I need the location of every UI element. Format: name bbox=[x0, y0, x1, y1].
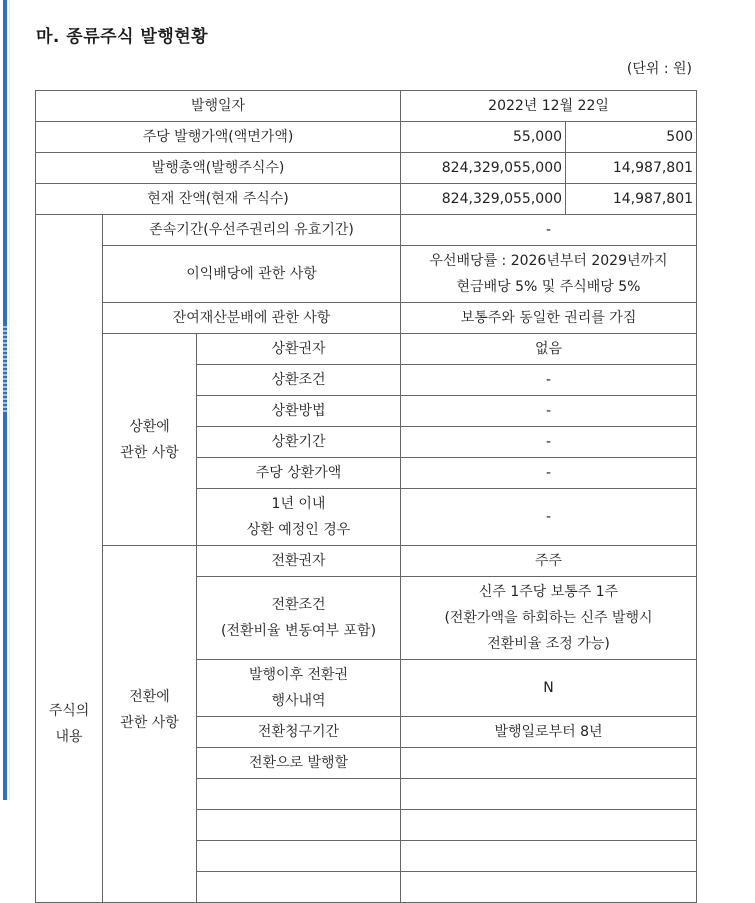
unit-label: (단위 : 원) bbox=[626, 61, 692, 77]
conversion-label-1: 전환에 bbox=[129, 689, 170, 705]
redemption-header bbox=[103, 334, 197, 546]
filler-cell bbox=[197, 841, 401, 872]
conversion-request-period-value: 발행일로부터 8년 bbox=[401, 717, 697, 748]
table-row bbox=[36, 303, 697, 334]
redemption-period-value: - bbox=[401, 427, 697, 458]
conversion-exercise-label-2: 행사내역 bbox=[271, 693, 326, 709]
redemption-label-2: 관한 사항 bbox=[120, 444, 179, 461]
conversion-holder-label: 전환권자 bbox=[197, 546, 401, 577]
stock-content-label-1: 주식의 bbox=[48, 702, 90, 719]
dividend-value-line-2: 현금배당 5% 및 주식배당 5% bbox=[456, 279, 641, 295]
conversion-condition-label bbox=[197, 577, 401, 660]
redemption-within-year-label-1: 1년 이내 bbox=[271, 496, 326, 512]
redemption-within-year-label bbox=[197, 489, 401, 546]
conversion-condition-label-1: 전환조건 bbox=[271, 597, 326, 613]
issue-date-label: 발행일자 bbox=[36, 91, 401, 122]
table-row bbox=[36, 153, 697, 184]
section-title: 마. 종류주식 발행현황 bbox=[36, 27, 209, 47]
conversion-exercise-value: N bbox=[401, 660, 697, 717]
redemption-within-year-label-2: 상환 예정인 경우 bbox=[246, 522, 351, 538]
redemption-method-label: 상환방법 bbox=[197, 396, 401, 427]
table-row bbox=[36, 246, 697, 303]
redemption-price-value: - bbox=[401, 458, 697, 489]
filler-cell bbox=[401, 779, 697, 810]
table-row bbox=[36, 184, 697, 215]
redemption-method-value: - bbox=[401, 396, 697, 427]
conversion-condition-value-3: 전환비율 조정 가능) bbox=[487, 636, 610, 652]
par-value-label: 주당 발행가액(액면가액) bbox=[36, 122, 401, 153]
conversion-next-row-label: 전환으로 발행할 bbox=[197, 748, 401, 779]
stock-content-label-2: 내용 bbox=[55, 728, 83, 745]
conversion-header bbox=[103, 546, 197, 903]
redemption-price-label: 주당 상환가액 bbox=[197, 458, 401, 489]
par-value-issue-price: 55,000 bbox=[401, 122, 566, 153]
table-row bbox=[36, 546, 697, 577]
filler-cell bbox=[197, 810, 401, 841]
table-row bbox=[36, 91, 697, 122]
filler-cell bbox=[401, 810, 697, 841]
redemption-holder-value: 없음 bbox=[401, 334, 697, 365]
redemption-condition-label: 상환조건 bbox=[197, 365, 401, 396]
residual-label: 잔여재산분배에 관한 사항 bbox=[103, 303, 401, 334]
conversion-request-period-label: 전환청구기간 bbox=[197, 717, 401, 748]
duration-label: 존속기간(우선주권리의 유효기간) bbox=[103, 215, 401, 246]
total-issue-amount: 824,329,055,000 bbox=[401, 153, 566, 184]
filler-cell bbox=[197, 872, 401, 903]
conversion-condition-value-1: 신주 1주당 보통주 1주 bbox=[478, 584, 619, 600]
residual-value: 보통주와 동일한 권리를 가짐 bbox=[401, 303, 697, 334]
redemption-within-year-value: - bbox=[401, 489, 697, 546]
total-issue-shares: 14,987,801 bbox=[566, 153, 697, 184]
redemption-period-label: 상환기간 bbox=[197, 427, 401, 458]
redemption-condition-value: - bbox=[401, 365, 697, 396]
table-row bbox=[36, 215, 697, 246]
conversion-exercise-label-1: 발행이후 전환권 bbox=[248, 667, 349, 683]
conversion-next-row-value bbox=[401, 748, 697, 779]
scrollbar-thumb[interactable] bbox=[3, 324, 7, 412]
stock-content-header bbox=[36, 215, 103, 903]
dividend-label: 이익배당에 관한 사항 bbox=[103, 246, 401, 303]
par-value-face: 500 bbox=[566, 122, 697, 153]
total-issue-label: 발행총액(발행주식수) bbox=[36, 153, 401, 184]
filler-cell bbox=[401, 872, 697, 903]
redemption-label-1: 상환에 bbox=[129, 418, 170, 435]
table-row bbox=[36, 122, 697, 153]
issue-date-value: 2022년 12월 22일 bbox=[401, 91, 697, 122]
conversion-condition-label-2: (전환비율 변동여부 포함) bbox=[220, 623, 377, 639]
preferred-stock-table bbox=[35, 90, 697, 903]
conversion-condition-value-2: (전환가액을 하회하는 신주 발행시 bbox=[444, 610, 653, 626]
filler-cell bbox=[401, 841, 697, 872]
conversion-exercise-label bbox=[197, 660, 401, 717]
duration-value: - bbox=[401, 215, 697, 246]
redemption-holder-label: 상환권자 bbox=[197, 334, 401, 365]
scrollbar[interactable] bbox=[0, 0, 10, 800]
filler-cell bbox=[197, 779, 401, 810]
current-balance-shares: 14,987,801 bbox=[566, 184, 697, 215]
conversion-label-2: 관한 사항 bbox=[120, 715, 179, 731]
current-balance-amount: 824,329,055,000 bbox=[401, 184, 566, 215]
dividend-value-line-1: 우선배당률 : 2026년부터 2029년까지 bbox=[429, 253, 668, 269]
conversion-condition-value bbox=[401, 577, 697, 660]
dividend-value bbox=[401, 246, 697, 303]
conversion-holder-value: 주주 bbox=[401, 546, 697, 577]
table-row bbox=[36, 334, 697, 365]
current-balance-label: 현재 잔액(현재 주식수) bbox=[36, 184, 401, 215]
